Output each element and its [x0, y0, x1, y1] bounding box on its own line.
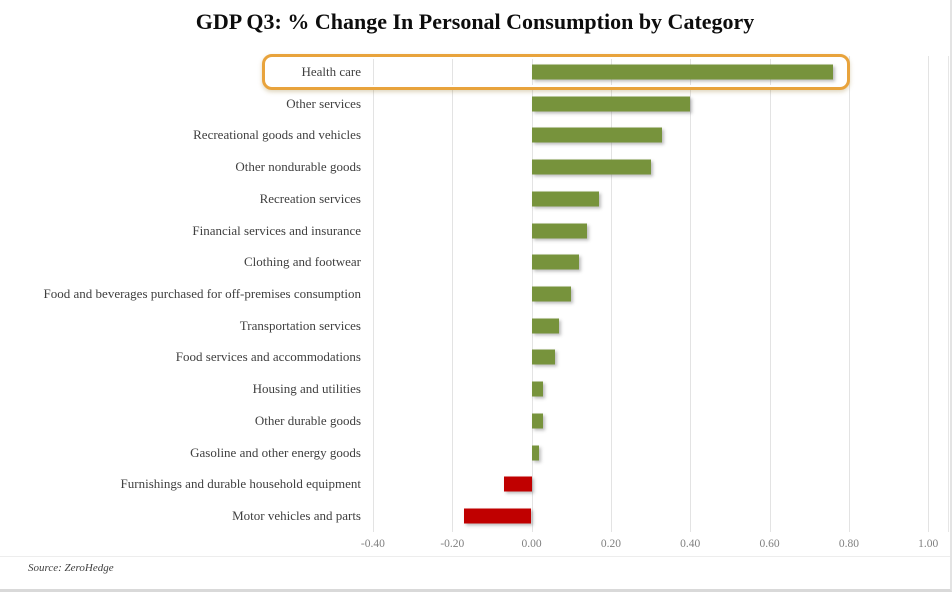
chart-title: GDP Q3: % Change In Personal Consumption by Category [195, 9, 755, 34]
highlight-box [262, 54, 850, 90]
category-label: Financial services and insurance [192, 222, 361, 238]
chart-row [0, 437, 952, 469]
x-tick-label: 0.00 [521, 538, 542, 550]
category-label: Transportation services [239, 317, 361, 333]
category-label: Furnishings and durable household equipment [120, 476, 361, 492]
x-tick-label: 0.60 [759, 538, 780, 550]
chart-row [0, 469, 952, 501]
chart-row [0, 310, 952, 342]
bar-zone [365, 183, 952, 215]
bar-positive [532, 445, 540, 460]
bar-positive [532, 350, 556, 365]
category-label: Housing and utilities [252, 381, 361, 397]
x-tick-label: 0.80 [838, 538, 859, 550]
category-label: Recreational goods and vehicles [193, 127, 361, 143]
x-tick-label: -0.20 [440, 538, 465, 550]
bar-zone [365, 246, 952, 278]
bar-positive [532, 255, 580, 270]
bar-positive [532, 223, 588, 238]
axis-rule-line [0, 556, 952, 557]
category-label: Clothing and footwear [244, 254, 361, 270]
chart-row [0, 405, 952, 437]
bar-zone [365, 215, 952, 247]
chart-row [0, 88, 952, 120]
chart-row [0, 215, 952, 247]
category-label: Gasoline and other energy goods [190, 444, 361, 460]
x-tick-label: 0.20 [600, 538, 621, 550]
bar-negative [504, 477, 532, 492]
x-tick-label: 0.40 [680, 538, 701, 550]
bar-positive [532, 413, 544, 428]
bar-positive [532, 318, 560, 333]
x-tick-label: 1.00 [918, 538, 939, 550]
chart-row [0, 500, 952, 532]
bar-zone [365, 469, 952, 501]
x-axis [360, 538, 948, 554]
category-label: Other services [286, 95, 361, 111]
bar-positive [532, 382, 544, 397]
bar-zone [365, 151, 952, 183]
category-label: Recreation services [259, 190, 361, 206]
chart-row [0, 151, 952, 183]
bar-rows [0, 56, 952, 532]
source-label: Source: ZeroHedge [28, 562, 114, 574]
bar-zone [365, 119, 952, 151]
bar-negative [464, 509, 531, 524]
category-label: Food services and accommodations [175, 349, 361, 365]
category-label: Food and beverages purchased for off-premises consumption [43, 285, 361, 301]
bar-positive [532, 160, 651, 175]
chart-row [0, 342, 952, 374]
bar-zone [365, 310, 952, 342]
bar-zone [365, 405, 952, 437]
bar-positive [532, 191, 599, 206]
bar-zone [365, 373, 952, 405]
x-tick-label: -0.40 [360, 538, 385, 550]
category-label: Other durable goods [254, 412, 361, 428]
category-label: Health care [301, 63, 361, 79]
chart-row [0, 183, 952, 215]
bar-zone [365, 342, 952, 374]
bar-positive [532, 96, 691, 111]
chart-row [0, 119, 952, 151]
bar-zone [365, 278, 952, 310]
bar-zone [365, 437, 952, 469]
bar-zone [365, 500, 952, 532]
bar-zone [365, 88, 952, 120]
bar-positive [532, 286, 572, 301]
category-label: Other nondurable goods [235, 159, 361, 175]
chart-row [0, 278, 952, 310]
chart-row [0, 373, 952, 405]
category-label: Motor vehicles and parts [232, 508, 361, 524]
bar-positive [532, 128, 663, 143]
chart-row [0, 246, 952, 278]
